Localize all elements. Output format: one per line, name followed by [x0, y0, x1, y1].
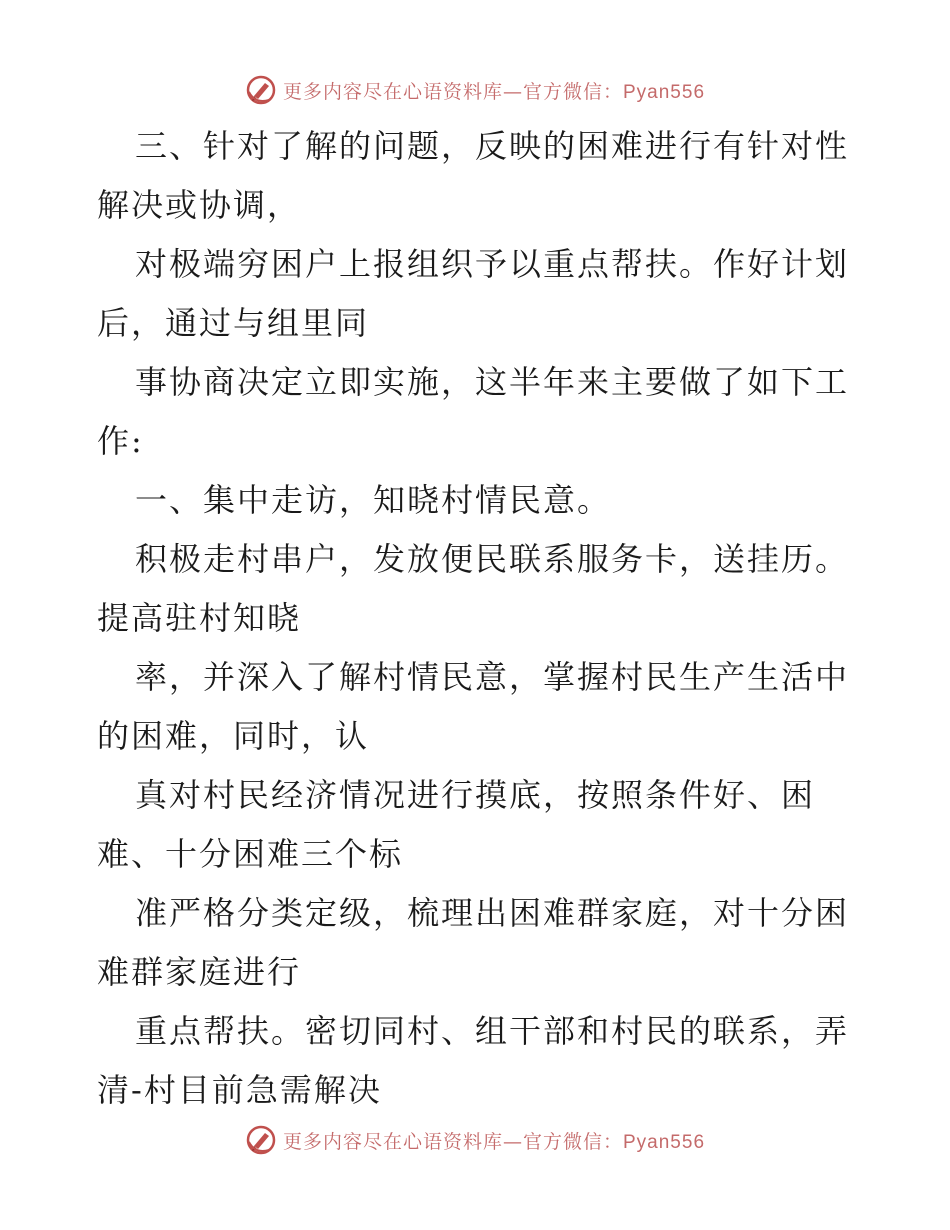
body-line: 后，通过与组里同	[97, 304, 370, 342]
document-body	[97, 117, 857, 1120]
body-line: 真对村民经济情况进行摸底，按照条件好、困	[135, 776, 816, 814]
header-wechat-id: Pyan556	[623, 81, 706, 103]
body-line: 积极走村串户，发放便民联系服务卡，送挂历。	[135, 540, 850, 578]
body-line: 的困难，同时，认	[97, 717, 370, 755]
body-line: 作:	[97, 422, 144, 460]
footer-banner-text	[283, 1127, 705, 1154]
body-line: 三、针对了解的问题，反映的困难进行有针对性	[135, 127, 850, 165]
footer-brand-text: 更多内容尽在心语资料库—官方微信：	[282, 1130, 623, 1153]
header-brand-text: 更多内容尽在心语资料库—官方微信：	[282, 80, 623, 103]
body-line: 重点帮扶。密切同村、组干部和村民的联系，弄	[135, 1012, 850, 1050]
body-line: 难、十分困难三个标	[97, 835, 404, 873]
pen-logo-icon	[245, 1124, 277, 1156]
header-banner-text	[283, 77, 705, 104]
header-banner	[0, 70, 950, 110]
body-line: 提高驻村知晓	[97, 599, 302, 637]
body-line: 率，并深入了解村情民意，掌握村民生产生活中	[135, 658, 850, 696]
body-line: 事协商决定立即实施，这半年来主要做了如下工	[135, 363, 850, 401]
body-line: 准严格分类定级，梳理出困难群家庭，对十分困	[135, 894, 850, 932]
footer-wechat-id: Pyan556	[623, 1131, 706, 1153]
footer-banner	[0, 1120, 950, 1160]
body-line: 清-村目前急需解决	[97, 1071, 382, 1109]
body-line: 一、集中走访，知晓村情民意。	[135, 481, 612, 519]
body-line: 对极端穷困户上报组织予以重点帮扶。作好计划	[135, 245, 850, 283]
body-line: 解决或协调，	[97, 186, 302, 224]
body-line: 难群家庭进行	[97, 953, 302, 991]
pen-logo-icon	[245, 74, 277, 106]
